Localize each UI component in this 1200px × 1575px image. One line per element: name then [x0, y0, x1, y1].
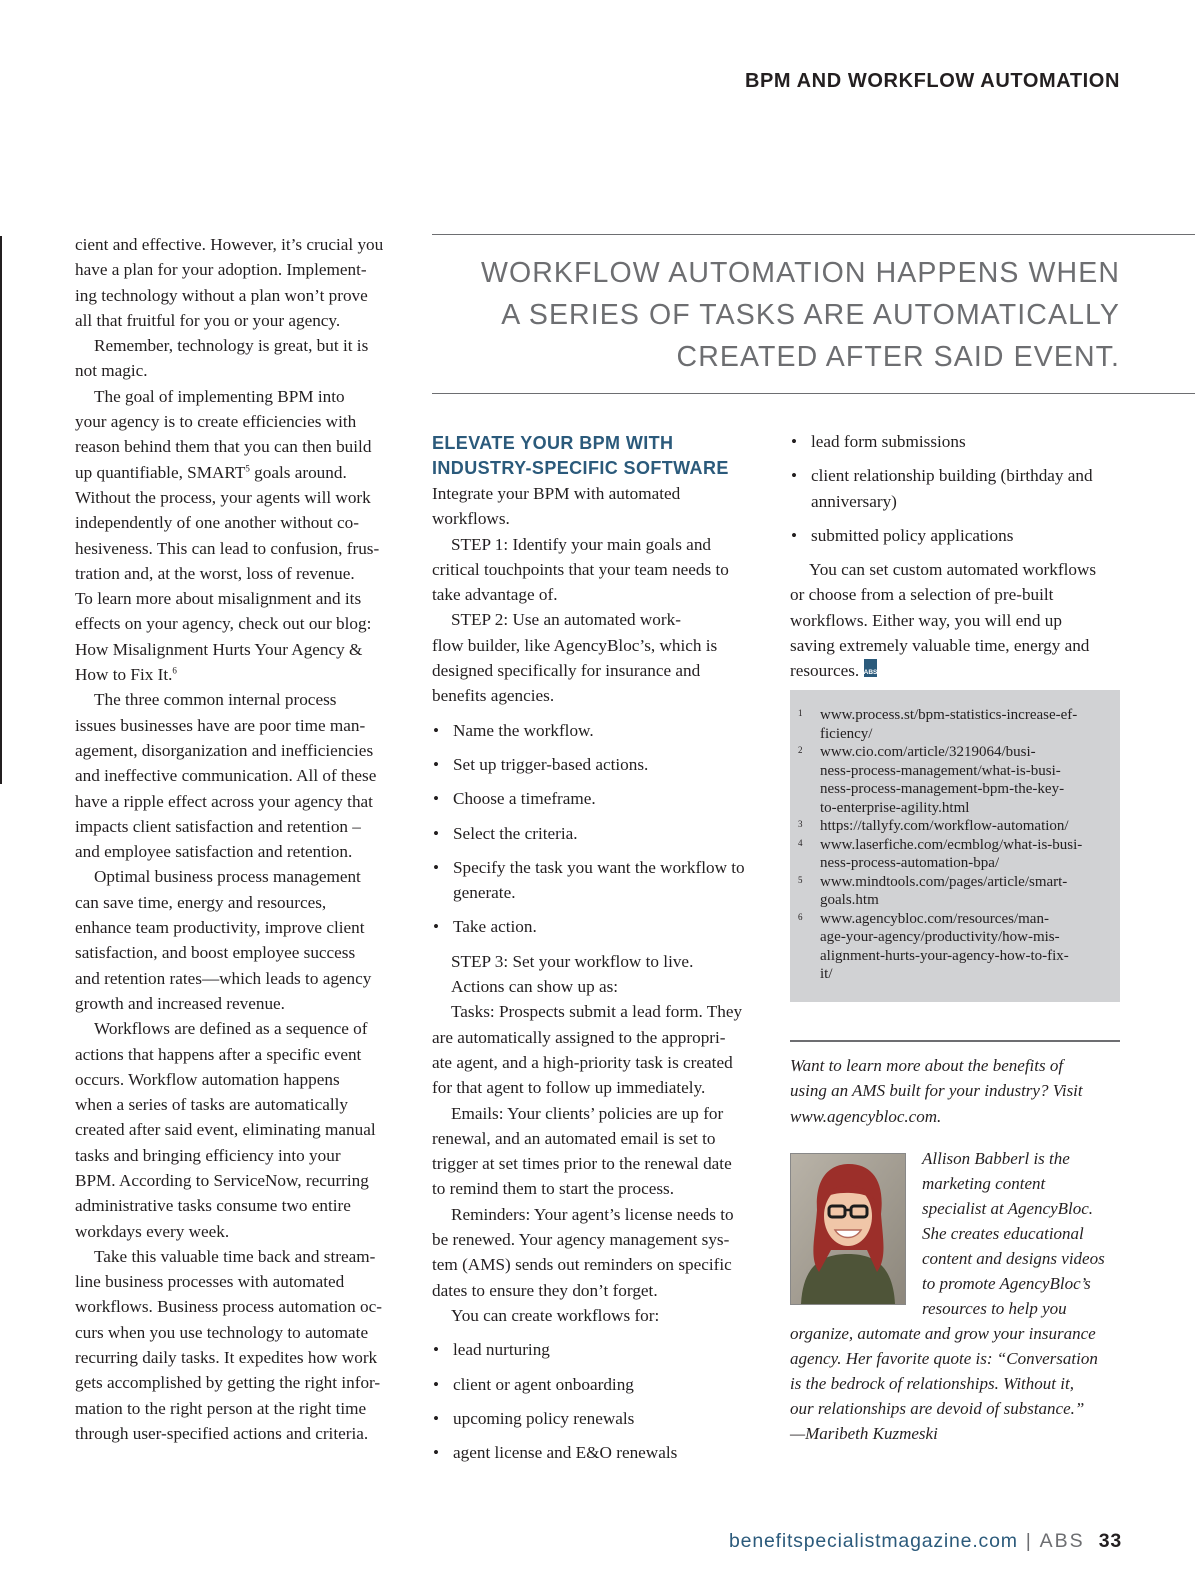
body-text: How to Fix It.: [75, 665, 173, 685]
body-line: [75, 485, 405, 510]
bio-line: resources to help you: [922, 1299, 1067, 1318]
bio-line: agency. Her favorite quote is: “Conversation: [790, 1349, 1098, 1368]
body-text: and ineffective communication. All of these: [75, 766, 377, 786]
middle-column: [432, 429, 767, 1474]
body-text: through user-specified actions and criteria.: [75, 1423, 369, 1443]
list-item-text: Take action.: [453, 917, 537, 937]
bio-line: specialist at AgencyBloc.: [922, 1199, 1094, 1218]
body-text: Take this valuable time back and stream-: [94, 1246, 376, 1266]
source-number: 2: [798, 745, 803, 755]
source-link[interactable]: www.agencybloc.com/resources/man-: [820, 910, 1049, 927]
intro-line: Integrate your BPM with automated: [432, 484, 681, 503]
closing-line: saving extremely valuable time, energy and: [790, 636, 1090, 656]
source-link[interactable]: alignment-hurts-your-agency-how-to-fix-: [820, 947, 1069, 964]
body-line: [75, 1042, 405, 1067]
body-text: goals around.: [249, 462, 347, 482]
body-line: [75, 915, 405, 940]
emails-line: to remind them to start the process.: [432, 1179, 675, 1199]
body-line: [75, 662, 405, 687]
bio-line: is the bedrock of relationships. Without it,: [790, 1374, 1074, 1393]
source-link[interactable]: www.cio.com/article/3219064/busi-: [820, 744, 1036, 760]
body-text: effects on your agency, check out our blog:: [75, 614, 372, 634]
emails-line: trigger at set times prior to the renewal date: [432, 1154, 732, 1174]
closing-line: or choose from a selection of pre-built: [790, 585, 1054, 605]
body-text: have a plan for your adoption. Implement-: [75, 260, 367, 280]
body-line: [75, 1168, 405, 1193]
footnote-ref[interactable]: 5: [245, 462, 250, 473]
body-text: issues businesses have are poor time man-: [75, 715, 366, 735]
list-item: [432, 1337, 767, 1362]
page-edge-rule: [0, 236, 2, 784]
pull-quote: [481, 252, 1120, 378]
body-line: [75, 763, 405, 788]
bullet-dot: •: [433, 789, 440, 809]
bio-indented: [922, 1146, 1122, 1321]
list-item-text: Specify the task you want the workflow to generate.: [453, 857, 745, 903]
body-text: line business processes with automated: [75, 1272, 345, 1292]
body-text: hesiveness. This can lead to confusion, frus-: [75, 538, 380, 558]
step-1-line: critical touchpoints that your team needs to: [432, 559, 729, 579]
bullet-dot: •: [791, 466, 798, 486]
step-3-line: STEP 3: Set your workflow to live.: [451, 951, 694, 971]
bio-line: content and designs videos: [922, 1249, 1105, 1268]
body-text: workdays every week.: [75, 1221, 230, 1241]
footnote-ref[interactable]: 6: [172, 665, 177, 676]
body-text: when a series of tasks are automatically: [75, 1095, 348, 1115]
footer-separator: |: [1025, 1530, 1032, 1552]
body-line: [75, 536, 405, 561]
list-item: [432, 914, 767, 939]
author-bio: [790, 1146, 1122, 1446]
list-item-text: Name the workflow.: [453, 720, 594, 740]
body-line: [75, 1370, 405, 1395]
reminders-line: tem (AMS) sends out reminders on specific: [432, 1255, 732, 1275]
list-item: [432, 718, 767, 743]
body-text: The three common internal process: [94, 690, 337, 710]
reminders-line: be renewed. Your agency management sys-: [432, 1230, 730, 1250]
body-text: Without the process, your agents will work: [75, 487, 371, 507]
source-number: 5: [798, 874, 803, 885]
list-item-text: agent license and E&O renewals: [453, 1443, 678, 1463]
step-1-line: STEP 1: Identify your main goals and: [451, 534, 712, 554]
body-text: your agency is to create efficiencies with: [75, 412, 357, 432]
step-2-line: benefits agencies.: [432, 686, 555, 706]
list-item: [790, 523, 1122, 548]
body-line: [75, 966, 405, 991]
body-text: actions that happens after a specific event: [75, 1044, 362, 1064]
body-line: [75, 384, 405, 409]
body-line: [75, 232, 405, 257]
body-line: [75, 460, 405, 485]
step-1-line: take advantage of.: [432, 585, 558, 605]
body-text: enhance team productivity, improve client: [75, 918, 365, 938]
list-item-text: client or agent onboarding: [453, 1374, 634, 1394]
list-item: [432, 855, 767, 906]
reminders-line: dates to ensure they don’t forget.: [432, 1280, 658, 1300]
body-text: recurring daily tasks. It expedites how work: [75, 1348, 378, 1368]
body-line: [75, 940, 405, 965]
source-link[interactable]: www.laserfiche.com/ecmblog/what-is-busi-: [820, 836, 1083, 853]
body-line: [75, 1219, 405, 1244]
body-text: have a ripple effect across your agency that: [75, 791, 373, 811]
source-link[interactable]: https://tallyfy.com/workflow-automation/: [820, 818, 1069, 834]
left-column: [75, 232, 405, 1446]
body-line: [75, 283, 405, 308]
actions-intro: Actions can show up as:: [451, 977, 619, 997]
source-link[interactable]: ness-process-automation-bpa/: [820, 855, 1000, 871]
body-line: [75, 561, 405, 586]
pull-quote-line: A SERIES OF TASKS ARE AUTOMATICALLY: [501, 299, 1120, 331]
list-item-text: lead form submissions: [811, 432, 966, 451]
pull-quote-line: CREATED AFTER SAID EVENT.: [676, 341, 1120, 373]
body-line: [75, 1117, 405, 1142]
pull-quote-box: [432, 234, 1195, 394]
list-item-text: upcoming policy renewals: [453, 1408, 635, 1428]
body-text: impacts client satisfaction and retention –: [75, 816, 361, 836]
body-line: [75, 1269, 405, 1294]
tasks-line: ate agent, and a high-priority task is created: [432, 1052, 733, 1072]
body-text: workflows. Business process automation oc-: [75, 1297, 382, 1317]
closing-line: You can set custom automated workflows: [809, 560, 1097, 580]
list-item-text: Set up trigger-based actions.: [453, 754, 649, 774]
body-line: [75, 1067, 405, 1092]
footer-magazine: ABS: [1039, 1530, 1085, 1552]
tasks-line: are automatically assigned to the appropri-: [432, 1027, 726, 1047]
reminders-line: Reminders: Your agent’s license needs to: [451, 1204, 734, 1224]
body-line: [75, 637, 405, 662]
body-line: [75, 789, 405, 814]
cta-line: using an AMS built for your industry? Visit: [790, 1081, 1083, 1101]
closing-line: workflows. Either way, you will end up: [790, 610, 1062, 630]
bio-line: Allison Babberl is the: [922, 1149, 1070, 1168]
source-link[interactable]: www.process.st/bpm-statistics-increase-ef-: [820, 707, 1078, 723]
body-text: To learn more about misalignment and its: [75, 589, 362, 609]
list-item: [790, 429, 1122, 454]
source-link[interactable]: it/: [820, 966, 833, 982]
source-item: [798, 836, 1108, 873]
body-line: [75, 1244, 405, 1269]
body-line: [75, 510, 405, 535]
bullet-dot: •: [433, 823, 440, 843]
list-item-text: client relationship building (birthday and anniversary): [811, 466, 1093, 511]
running-header: BPM AND WORKFLOW AUTOMATION: [744, 70, 1120, 92]
body-line: [75, 434, 405, 459]
workflow-uses-list: [432, 1337, 767, 1465]
bio-line: organize, automate and grow your insurance: [790, 1324, 1096, 1343]
source-link[interactable]: goals.htm: [820, 892, 879, 908]
right-column: [790, 429, 1122, 684]
source-number: 6: [798, 911, 803, 922]
body-text: created after said event, eliminating manual: [75, 1120, 376, 1140]
body-line: [75, 1421, 405, 1446]
closing-line: [790, 658, 1122, 683]
page-footer: [729, 1530, 1122, 1553]
source-link[interactable]: ficiency/: [820, 725, 873, 742]
body-line: [75, 1294, 405, 1319]
call-to-action: [790, 1053, 1122, 1129]
body-text: How Misalignment Hurts Your Agency &: [75, 639, 363, 659]
emails-line: renewal, and an automated email is set to: [432, 1128, 716, 1148]
body-text: can save time, energy and resources,: [75, 892, 327, 912]
body-text: ing technology without a plan won’t prove: [75, 285, 368, 305]
body-line: [75, 839, 405, 864]
bullet-dot: •: [433, 1374, 440, 1394]
list-item-text: submitted policy applications: [811, 525, 1014, 545]
body-line: [75, 713, 405, 738]
body-text: and retention rates—which leads to agency: [75, 968, 372, 988]
list-item: [432, 1406, 767, 1431]
bullet-dot: •: [433, 720, 440, 740]
source-item: [798, 817, 1108, 836]
body-text: up quantifiable, SMART: [75, 462, 246, 482]
body-line: [75, 1345, 405, 1370]
body-line: [75, 991, 405, 1016]
source-link[interactable]: ness-process-management/what-is-busi-: [820, 762, 1061, 779]
body-text: Workflows are defined as a sequence of: [94, 1019, 368, 1039]
source-item: [798, 910, 1108, 984]
body-line: [75, 1193, 405, 1218]
body-text: administrative tasks consume two entire: [75, 1196, 351, 1216]
bullet-dot: •: [433, 1443, 440, 1463]
source-number: 4: [798, 837, 803, 848]
body-line: [75, 1143, 405, 1168]
body-line: [75, 586, 405, 611]
body-text: and employee satisfaction and retention.: [75, 842, 353, 862]
bullet-dot: •: [791, 525, 798, 545]
source-link[interactable]: age-your-agency/productivity/how-mis-: [820, 929, 1060, 945]
source-item: [798, 706, 1108, 743]
cta-line: Want to learn more about the benefits of: [790, 1056, 1064, 1075]
body-text: The goal of implementing BPM into: [94, 386, 345, 406]
list-item: [432, 1372, 767, 1397]
bio-line: She creates educational: [922, 1224, 1084, 1243]
bullet-dot: •: [433, 1340, 440, 1360]
body-text: not magic.: [75, 361, 148, 381]
source-link[interactable]: www.mindtools.com/pages/article/smart-: [820, 873, 1068, 890]
body-line: [75, 814, 405, 839]
body-line: [75, 1016, 405, 1041]
sources-box: [790, 690, 1120, 1002]
body-line: [75, 864, 405, 889]
body-line: [75, 611, 405, 636]
tasks-line: for that agent to follow up immediately.: [432, 1078, 706, 1098]
body-text: tasks and bringing efficiency into your: [75, 1145, 341, 1165]
body-text: independently of one another without co-: [75, 513, 359, 533]
list-item: [432, 821, 767, 846]
source-number: 1: [798, 708, 803, 718]
body-line: [75, 1092, 405, 1117]
body-text: gets accomplished by getting the right infor-: [75, 1373, 381, 1393]
body-text: growth and increased revenue.: [75, 993, 285, 1013]
body-line: [75, 687, 405, 712]
list-item: [432, 1440, 767, 1465]
step-2-line: designed specifically for insurance and: [432, 661, 701, 681]
bullet-dot: •: [433, 857, 440, 877]
tasks-line: Tasks: Prospects submit a lead form. They: [451, 1002, 743, 1022]
body-text: Remember, technology is great, but it is: [94, 336, 369, 356]
step-2-line: flow builder, like AgencyBloc’s, which is: [432, 635, 718, 655]
list-item: [432, 752, 767, 777]
body-text: all that fruitful for you or your agency.: [75, 310, 341, 330]
source-number: 3: [798, 819, 803, 829]
body-line: [75, 1320, 405, 1345]
intro-line: workflows.: [432, 509, 510, 529]
source-link[interactable]: ness-process-management-bpm-the-key-: [820, 781, 1065, 797]
section-heading-line: ELEVATE YOUR BPM WITH: [432, 433, 674, 453]
bio-line: —Maribeth Kuzmeski: [790, 1424, 938, 1443]
bullet-dot: •: [433, 754, 440, 774]
create-intro: You can create workflows for:: [451, 1305, 660, 1325]
body-text: mation to the right person at the right time: [75, 1398, 367, 1418]
svg-text:ABS: ABS: [864, 669, 878, 677]
abs-end-mark-icon: [864, 659, 878, 677]
bio-line: our relationships are devoid of substance.”: [790, 1399, 1085, 1418]
source-link[interactable]: to-enterprise-agility.html: [820, 799, 970, 816]
bullet-dot: •: [791, 432, 798, 451]
workflow-uses-list-cont: [790, 429, 1122, 548]
section-heading-line: INDUSTRY-SPECIFIC SOFTWARE: [432, 458, 729, 478]
body-text: BPM. According to ServiceNow, recurring: [75, 1170, 369, 1190]
body-text: occurs. Workflow automation happens: [75, 1069, 340, 1089]
list-item: [432, 786, 767, 811]
body-line: [75, 738, 405, 763]
footer-site-link[interactable]: benefitspecialistmagazine.com: [729, 1530, 1018, 1552]
section-heading: [432, 431, 767, 481]
body-text: tration and, at the worst, loss of revenue.: [75, 563, 355, 583]
body-line: [75, 358, 405, 383]
bullet-dot: •: [433, 1408, 440, 1428]
step-2-line: STEP 2: Use an automated work-: [451, 610, 681, 630]
body-text: curs when you use technology to automate: [75, 1322, 369, 1342]
body-line: [75, 257, 405, 282]
list-item-text: Select the criteria.: [453, 823, 578, 843]
workflow-steps-list: [432, 718, 767, 940]
body-text: satisfaction, and boost employee success: [75, 943, 356, 963]
body-line: [75, 333, 405, 358]
source-item: [798, 743, 1108, 817]
emails-line: Emails: Your clients’ policies are up for: [451, 1103, 724, 1123]
list-item: [790, 463, 1122, 514]
body-text: agement, disorganization and inefficiencies: [75, 740, 374, 760]
body-text: Optimal business process management: [94, 867, 361, 887]
body-line: [75, 409, 405, 434]
bio-line: marketing content: [922, 1174, 1046, 1193]
bio-line: to promote AgencyBloc’s: [922, 1274, 1091, 1293]
bullet-dot: •: [433, 917, 440, 937]
list-item-text: Choose a timeframe.: [453, 789, 596, 809]
divider: [790, 1040, 1120, 1042]
pull-quote-line: WORKFLOW AUTOMATION HAPPENS WHEN: [480, 257, 1120, 289]
page-number: 33: [1098, 1530, 1122, 1552]
body-text: reason behind them that you can then build: [75, 437, 372, 457]
body-text: cient and effective. However, it’s crucial you: [75, 235, 384, 254]
cta-link[interactable]: www.agencybloc.com.: [790, 1106, 942, 1126]
body-line: [75, 1396, 405, 1421]
source-item: [798, 873, 1108, 910]
body-line: [75, 308, 405, 333]
body-line: [75, 890, 405, 915]
closing-last: resources.: [790, 661, 860, 681]
list-item-text: lead nurturing: [453, 1340, 550, 1360]
